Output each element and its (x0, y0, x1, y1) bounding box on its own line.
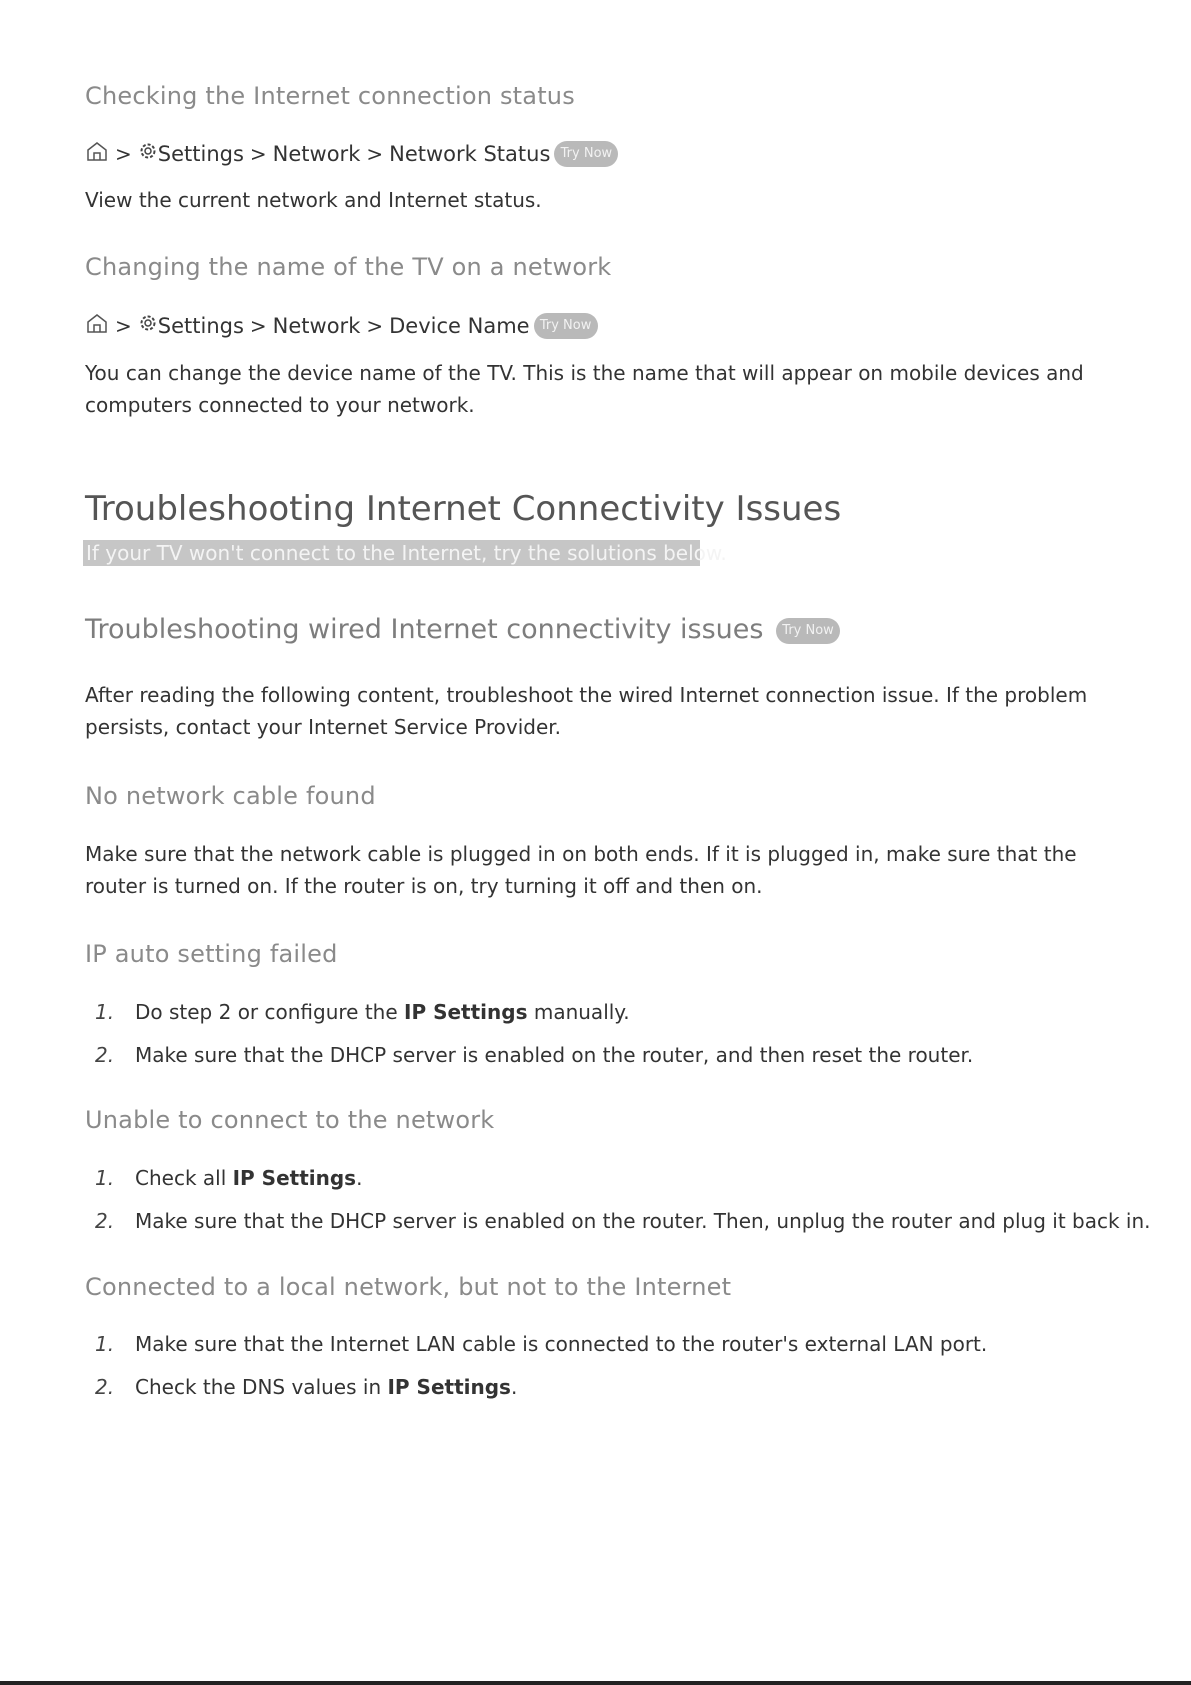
chevron-right-icon: > (249, 141, 267, 166)
list-text: . (356, 1166, 363, 1190)
menu-path-device-name (85, 312, 598, 339)
path-item-device-name: Device Name (389, 313, 530, 338)
list-text: Make sure that the Internet LAN cable is connected to the router's external LAN port. (135, 1332, 988, 1356)
list-item (95, 1332, 987, 1356)
section-heading-no-cable: No network cable found (85, 782, 376, 810)
section-heading-unable: Unable to connect to the network (85, 1106, 495, 1134)
section-description-wired: After reading the following content, troubleshoot the wired Internet connection issue. If the problem persists, contact your Internet Service Provider. (85, 683, 1088, 739)
list-number: 1. (95, 1332, 115, 1356)
list-text: Make sure that the DHCP server is enabled on the router. Then, unplug the router and plug it back in. (135, 1209, 1151, 1233)
list-item (95, 1166, 362, 1190)
path-item-network-status: Network Status (389, 141, 551, 166)
list-item (95, 1000, 630, 1024)
section-description-no-cable: Make sure that the network cable is plugged in on both ends. If it is plugged in, make sure that the router is turned on. If the router is on, try turning it off and then on. (85, 842, 1077, 898)
section-heading-device-name: Changing the name of the TV on a network (85, 253, 612, 281)
heading-text: Troubleshooting wired Internet connectivity issues (85, 614, 764, 645)
section-heading-ip-auto: IP auto setting failed (85, 940, 338, 968)
home-icon (85, 140, 109, 167)
path-item-settings: Settings (157, 141, 244, 166)
list-text: . (510, 1375, 518, 1399)
try-now-button[interactable]: Try Now (776, 618, 840, 644)
try-now-button[interactable]: Try Now (554, 141, 618, 167)
list-item (95, 1375, 517, 1399)
list-item (95, 1209, 1151, 1233)
page-bottom-rule (0, 1681, 1191, 1685)
list-text: Do step 2 or configure the (135, 1000, 405, 1024)
list-number: 1. (95, 1166, 115, 1190)
list-item (95, 1043, 973, 1067)
chevron-right-icon: > (366, 313, 384, 338)
chevron-right-icon: > (115, 313, 132, 338)
section-description-status: View the current network and Internet status. (85, 188, 542, 212)
section-heading-local: Connected to a local network, but not to the Internet (85, 1273, 732, 1301)
chevron-right-icon: > (366, 141, 384, 166)
path-item-network: Network (272, 141, 361, 166)
menu-path-status (85, 140, 618, 167)
list-number: 2. (95, 1375, 115, 1399)
gear-icon (138, 141, 158, 166)
section-description-device-name: You can change the device name of the TV. This is the name that will appear on mobile devices and computers connected to your network. (85, 361, 1084, 417)
list-number: 2. (95, 1043, 115, 1067)
try-now-button[interactable]: Try Now (534, 313, 598, 339)
chevron-right-icon: > (249, 313, 267, 338)
list-number: 1. (95, 1000, 115, 1024)
path-item-network: Network (272, 313, 361, 338)
gear-icon (138, 313, 158, 338)
list-bold-text: IP Settings (232, 1166, 357, 1190)
list-text: Check all (135, 1166, 233, 1190)
list-number: 2. (95, 1209, 115, 1233)
list-bold-text: IP Settings (404, 1000, 528, 1024)
page-title: Troubleshooting Internet Connectivity Issues (85, 489, 842, 529)
list-text: Check the DNS values in (135, 1375, 388, 1399)
home-icon (85, 312, 109, 339)
section-heading-status: Checking the Internet connection status (85, 82, 575, 110)
section-heading-wired (85, 614, 840, 645)
list-bold-text: IP Settings (387, 1375, 511, 1399)
path-item-settings: Settings (157, 313, 244, 338)
highlight-banner: If your TV won't connect to the Internet, try the solutions below. (83, 540, 700, 566)
chevron-right-icon: > (115, 141, 132, 166)
list-text: Make sure that the DHCP server is enabled on the router, and then reset the router. (135, 1043, 974, 1067)
list-text: manually. (527, 1000, 630, 1024)
